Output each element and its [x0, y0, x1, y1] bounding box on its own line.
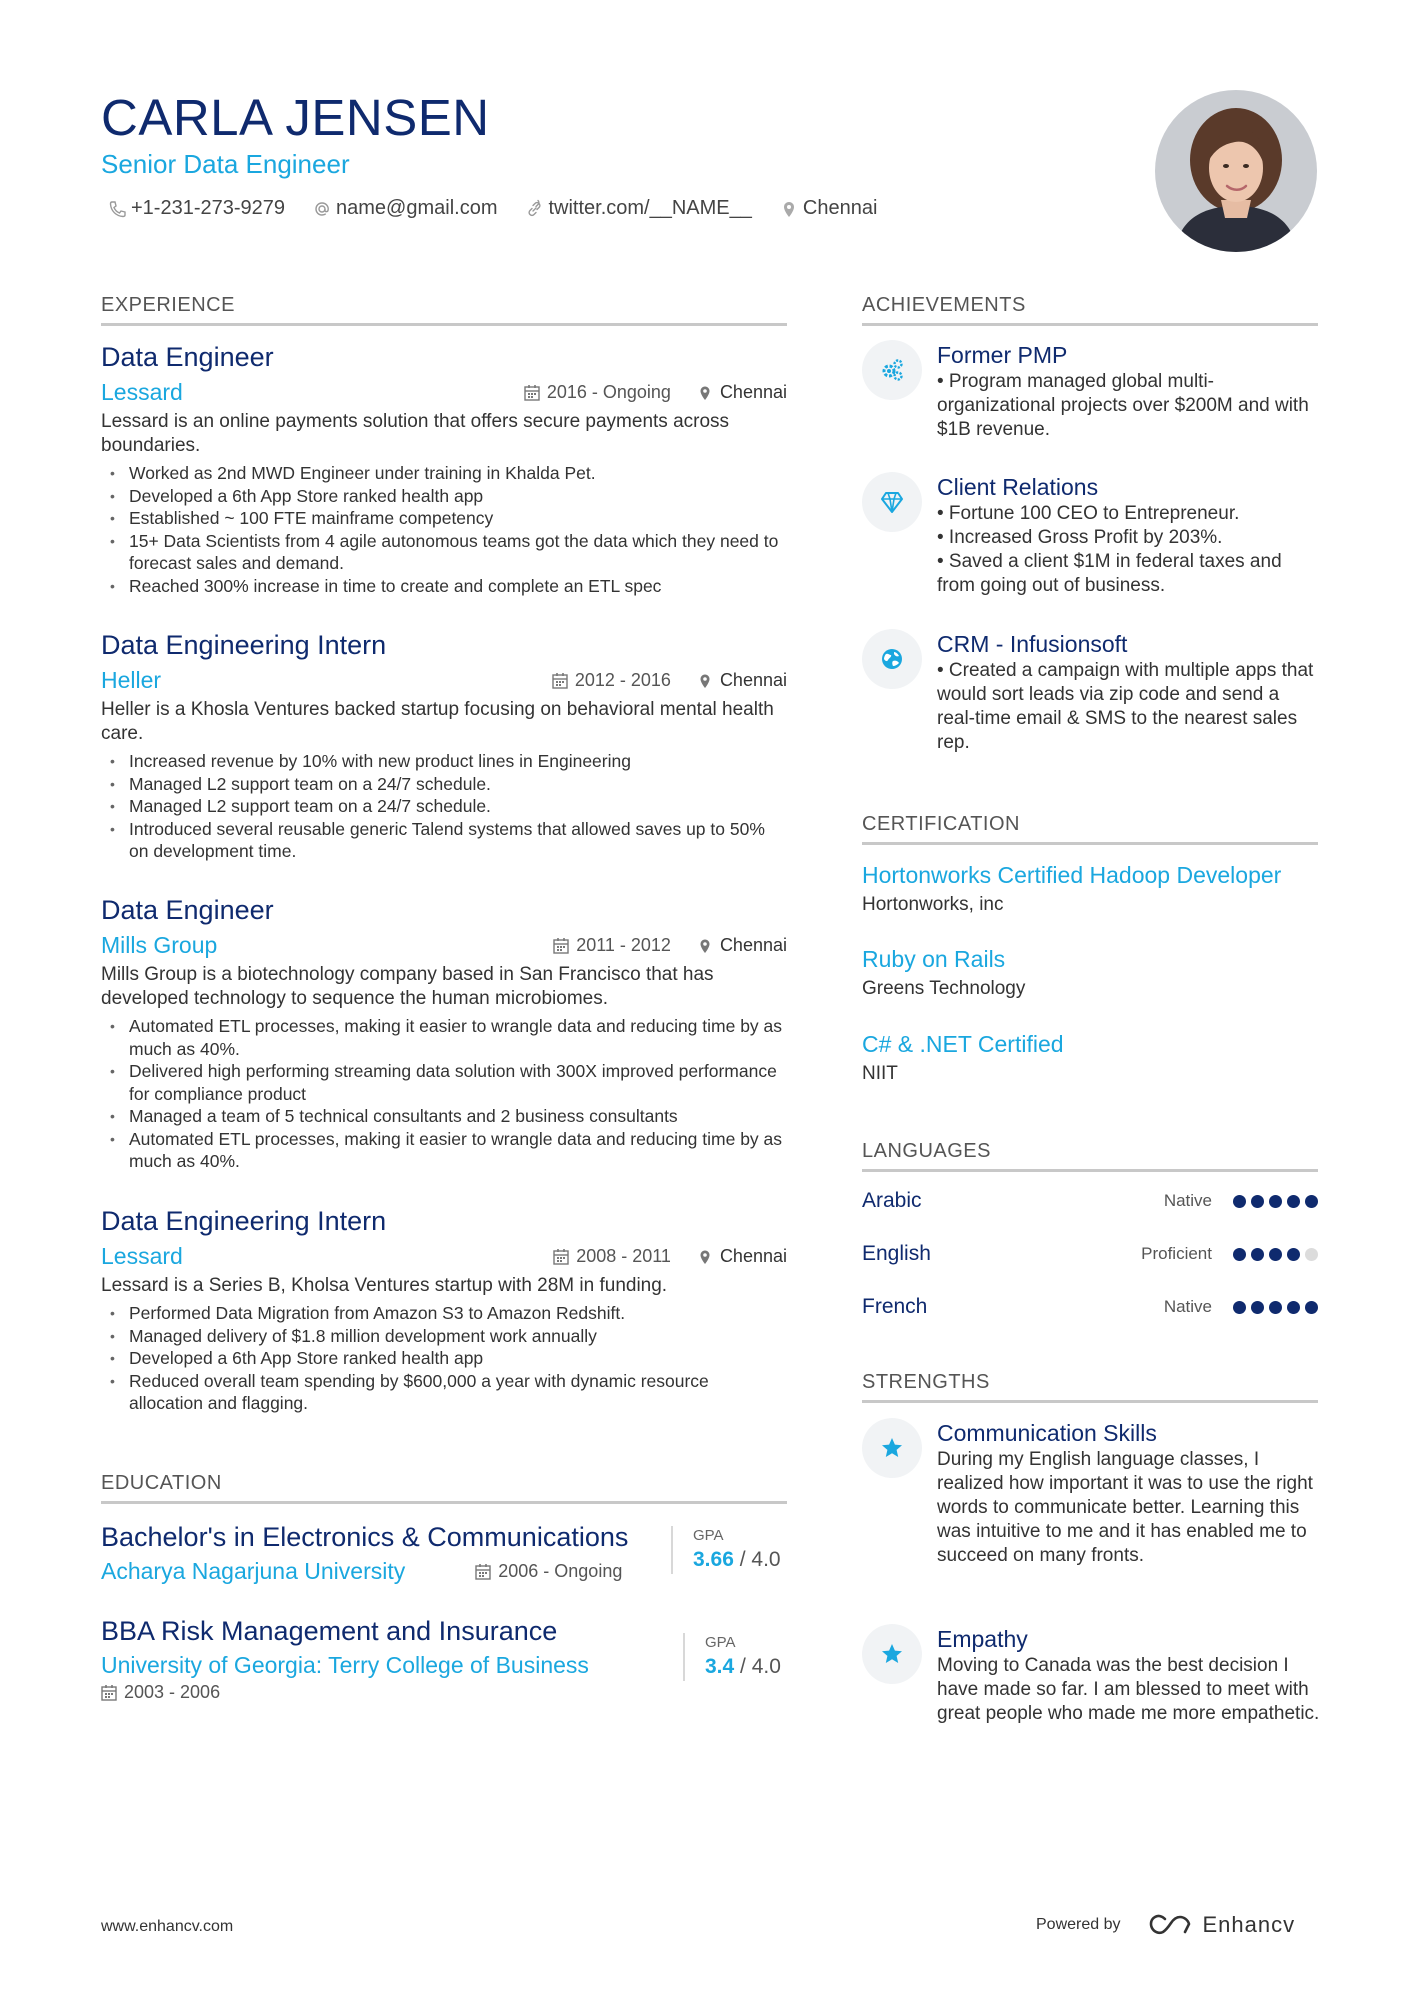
bullet-item: • Managed L2 support team on a 24/7 schedule. [101, 795, 787, 818]
education-dates: 2006 - Ongoing [475, 1561, 622, 1582]
rating-dot-filled [1269, 1248, 1282, 1261]
job-title: Data Engineering Intern [101, 1206, 387, 1236]
section-title-education: EDUCATION [101, 1472, 787, 1504]
certification-item [862, 944, 1318, 1002]
candidate-name: CARLA JENSEN [101, 89, 490, 146]
achievement-text: • Program managed global multi-organizational projects over $200M and with $1B revenue. [937, 371, 1309, 440]
strength-text: Moving to Canada was the best decision I have made so far. I am blessed to meet with great people who made me more empathetic. [937, 1655, 1320, 1724]
bullet-item: • Automated ETL processes, making it easier to wrangle data and reducing time by as much as 40%. [101, 1015, 787, 1060]
language-rating [1228, 1301, 1318, 1314]
achievement-item [862, 340, 1318, 450]
job-bullets [101, 750, 787, 863]
achievement-title: Former PMP [937, 342, 1068, 368]
candidate-title: Senior Data Engineer [101, 149, 350, 179]
job-description: Lessard is an online payments solution that offers secure payments across boundaries. [101, 411, 730, 456]
education-entry [101, 1520, 787, 1586]
school-name: Acharya Nagarjuna University [101, 1558, 406, 1584]
rating-dot-filled [1269, 1195, 1282, 1208]
section-title-languages: LANGUAGES [862, 1140, 1318, 1172]
gpa-label: GPA [693, 1527, 724, 1544]
bullet-item: • Automated ETL processes, making it easier to wrangle data and reducing time by as much as 40%. [101, 1128, 787, 1173]
location-pin-icon [697, 937, 713, 954]
language-level: Native [1163, 1191, 1212, 1210]
certification-item [862, 860, 1318, 918]
rating-dot-filled [1233, 1195, 1246, 1208]
achievement-title: Client Relations [937, 474, 1099, 500]
job-meta-row [101, 377, 787, 407]
language-name: Arabic [862, 1189, 922, 1212]
certification-issuer: Hortonworks, inc [862, 894, 1004, 915]
brand-name: Enhancv [1202, 1912, 1296, 1937]
section-title-certification: CERTIFICATION [862, 813, 1318, 845]
certification-issuer: Greens Technology [862, 978, 1026, 999]
job-meta [498, 382, 787, 403]
achievement-title: CRM - Infusionsoft [937, 631, 1128, 657]
strength-item [862, 1624, 1318, 1754]
calendar-icon [524, 384, 540, 401]
star-icon [879, 1641, 905, 1667]
enhancv-logo-icon [1147, 1912, 1193, 1938]
company-name: Lessard [101, 1242, 183, 1269]
certification-name: Hortonworks Certified Hadoop Developer [862, 862, 1282, 888]
strength-item [862, 1418, 1318, 1598]
twitter-text: twitter.com/__NAME__ [548, 197, 752, 219]
strength-title: Communication Skills [937, 1420, 1157, 1446]
achievement-text: • Fortune 100 CEO to Entrepreneur. [937, 503, 1240, 524]
rating-dot-filled [1269, 1301, 1282, 1314]
job-meta-row [101, 1241, 787, 1271]
experience-entry [101, 340, 787, 597]
gpa-label: GPA [705, 1634, 736, 1651]
job-title: Data Engineering Intern [101, 630, 387, 660]
bullet-item: • Managed delivery of $1.8 million development work annually [101, 1325, 787, 1348]
strength-title: Empathy [937, 1626, 1028, 1652]
language-rating [1228, 1248, 1318, 1261]
diamond-icon [879, 489, 905, 515]
job-meta-row [101, 930, 787, 960]
location-pin-icon [697, 672, 713, 689]
rating-dot-empty [1305, 1248, 1318, 1261]
achievement-text: • Increased Gross Profit by 203%. [937, 527, 1223, 548]
language-level: Native [1163, 1297, 1212, 1316]
calendar-icon [553, 937, 569, 954]
link-icon [525, 199, 543, 219]
rating-dot-filled [1287, 1195, 1300, 1208]
job-description: Heller is a Khosla Ventures backed startup focusing on behavioral mental health care. [101, 699, 774, 744]
bullet-item: • 15+ Data Scientists from 4 agile autonomous teams got the data which they need to forecast sales and demand. [101, 530, 787, 575]
bullet-item: • Delivered high performing streaming data solution with 300X improved performance for compliance product [101, 1060, 787, 1105]
company-name: Heller [101, 666, 162, 693]
bullet-item: • Managed a team of 5 technical consultants and 2 business consultants [101, 1105, 787, 1128]
bullet-item: • Performed Data Migration from Amazon S3 to Amazon Redshift. [101, 1302, 787, 1325]
rating-dot-filled [1251, 1195, 1264, 1208]
language-name: French [862, 1295, 928, 1318]
achievement-text: • Created a campaign with multiple apps that would sort leads via zip code and send a real-time email & SMS to the nearest sales rep. [937, 660, 1314, 753]
experience-entry [101, 628, 787, 863]
location-pin-icon [780, 199, 798, 219]
experience-entry [101, 893, 787, 1173]
calendar-icon [101, 1684, 117, 1701]
language-rating [1228, 1195, 1318, 1208]
job-location: Chennai [697, 670, 787, 691]
school-name: University of Georgia: Terry College of Business [101, 1652, 589, 1678]
bullet-item: • Developed a 6th App Store ranked health app [101, 1347, 787, 1370]
gpa-value: 3.66 / 4.0 [693, 1548, 781, 1571]
language-level: Proficient [1141, 1244, 1212, 1263]
language-name: English [862, 1242, 931, 1265]
certification-issuer: NIIT [862, 1063, 898, 1084]
gpa-block [683, 1633, 781, 1681]
education-entry [101, 1614, 787, 1703]
calendar-icon [475, 1563, 491, 1580]
language-item [862, 1292, 1318, 1322]
job-bullets [101, 1015, 787, 1173]
degree-title: BBA Risk Management and Insurance [101, 1616, 558, 1646]
job-meta [526, 670, 787, 691]
job-dates: 2011 - 2012 [553, 935, 671, 956]
contact-twitter[interactable] [525, 197, 751, 220]
section-title-experience: EXPERIENCE [101, 294, 787, 326]
rating-dot-filled [1287, 1301, 1300, 1314]
job-description: Lessard is a Series B, Kholsa Ventures startup with 28M in funding. [101, 1275, 668, 1296]
profile-photo [1155, 90, 1317, 252]
company-name: Mills Group [101, 931, 218, 958]
job-location: Chennai [697, 935, 787, 956]
gpa-value: 3.4 / 4.0 [705, 1655, 781, 1678]
section-title-strengths: STRENGTHS [862, 1371, 1318, 1403]
email-text: name@gmail.com [336, 197, 498, 219]
bullet-item: • Managed L2 support team on a 24/7 schedule. [101, 773, 787, 796]
job-location: Chennai [697, 1246, 787, 1267]
language-item [862, 1239, 1318, 1269]
location-text: Chennai [802, 197, 878, 219]
rating-dot-filled [1233, 1248, 1246, 1261]
bullet-item: • Worked as 2nd MWD Engineer under training in Khalda Pet. [101, 462, 787, 485]
job-title: Data Engineer [101, 342, 274, 372]
job-dates: 2008 - 2011 [553, 1246, 671, 1267]
rating-dot-filled [1251, 1301, 1264, 1314]
job-title: Data Engineer [101, 895, 274, 925]
location-pin-icon [697, 1248, 713, 1265]
calendar-icon [553, 1248, 569, 1265]
job-meta [527, 1246, 787, 1267]
gpa-block [671, 1526, 781, 1574]
section-title-achievements: ACHIEVEMENTS [862, 294, 1318, 326]
bullet-item: • Reduced overall team spending by $600,000 a year with dynamic resource allocation and flagging. [101, 1370, 787, 1415]
calendar-icon [552, 672, 568, 689]
powered-by-label: Powered by [1036, 1916, 1121, 1933]
contact-bar [108, 197, 905, 220]
rating-dot-filled [1233, 1301, 1246, 1314]
company-name: Lessard [101, 378, 183, 405]
contact-email[interactable] [313, 197, 497, 220]
contact-phone [108, 197, 285, 220]
star-icon [879, 1435, 905, 1461]
education-dates: 2003 - 2006 [101, 1682, 787, 1703]
globe-icon [879, 646, 905, 672]
contact-location [780, 197, 878, 220]
bullet-item: • Introduced several reusable generic Talend systems that allowed saves up to 50% on development time. [101, 818, 787, 863]
phone-text: +1-231-273-9279 [131, 197, 286, 219]
job-dates: 2016 - Ongoing [524, 382, 671, 403]
rating-dot-filled [1287, 1248, 1300, 1261]
footer-website[interactable]: www.enhancv.com [101, 1918, 234, 1935]
gears-icon [879, 357, 905, 383]
certification-name: Ruby on Rails [862, 946, 1006, 972]
job-location: Chennai [697, 382, 787, 403]
job-meta-row [101, 665, 787, 695]
job-bullets [101, 1302, 787, 1415]
footer-branding [1036, 1912, 1295, 1938]
rating-dot-filled [1305, 1195, 1318, 1208]
achievement-item [862, 472, 1318, 604]
degree-title: Bachelor's in Electronics & Communications [101, 1522, 629, 1552]
job-dates: 2012 - 2016 [552, 670, 671, 691]
bullet-item: • Reached 300% increase in time to create and complete an ETL spec [101, 575, 787, 598]
bullet-item: • Established ~ 100 FTE mainframe competency [101, 507, 787, 530]
job-description: Mills Group is a biotechnology company based in San Francisco that has developed technology to sequence the human microbiomes. [101, 964, 714, 1009]
at-icon [313, 199, 331, 219]
job-bullets [101, 462, 787, 597]
certification-name: C# & .NET Certified [862, 1031, 1064, 1057]
rating-dot-filled [1251, 1248, 1264, 1261]
experience-entry [101, 1204, 787, 1415]
location-pin-icon [697, 384, 713, 401]
language-item [862, 1186, 1318, 1216]
bullet-item: • Increased revenue by 10% with new product lines in Engineering [101, 750, 787, 773]
certification-item [862, 1029, 1318, 1087]
rating-dot-filled [1305, 1301, 1318, 1314]
achievement-text: • Saved a client $1M in federal taxes and from going out of business. [937, 551, 1282, 596]
achievement-item [862, 629, 1318, 761]
strength-text: During my English language classes, I realized how important it was to use the right words to communicate better. Learning this was intuitive to me and it has enabled me to succeed on many fronts. [937, 1449, 1313, 1566]
bullet-item: • Developed a 6th App Store ranked health app [101, 485, 787, 508]
job-meta [527, 935, 787, 956]
phone-icon [108, 199, 126, 219]
